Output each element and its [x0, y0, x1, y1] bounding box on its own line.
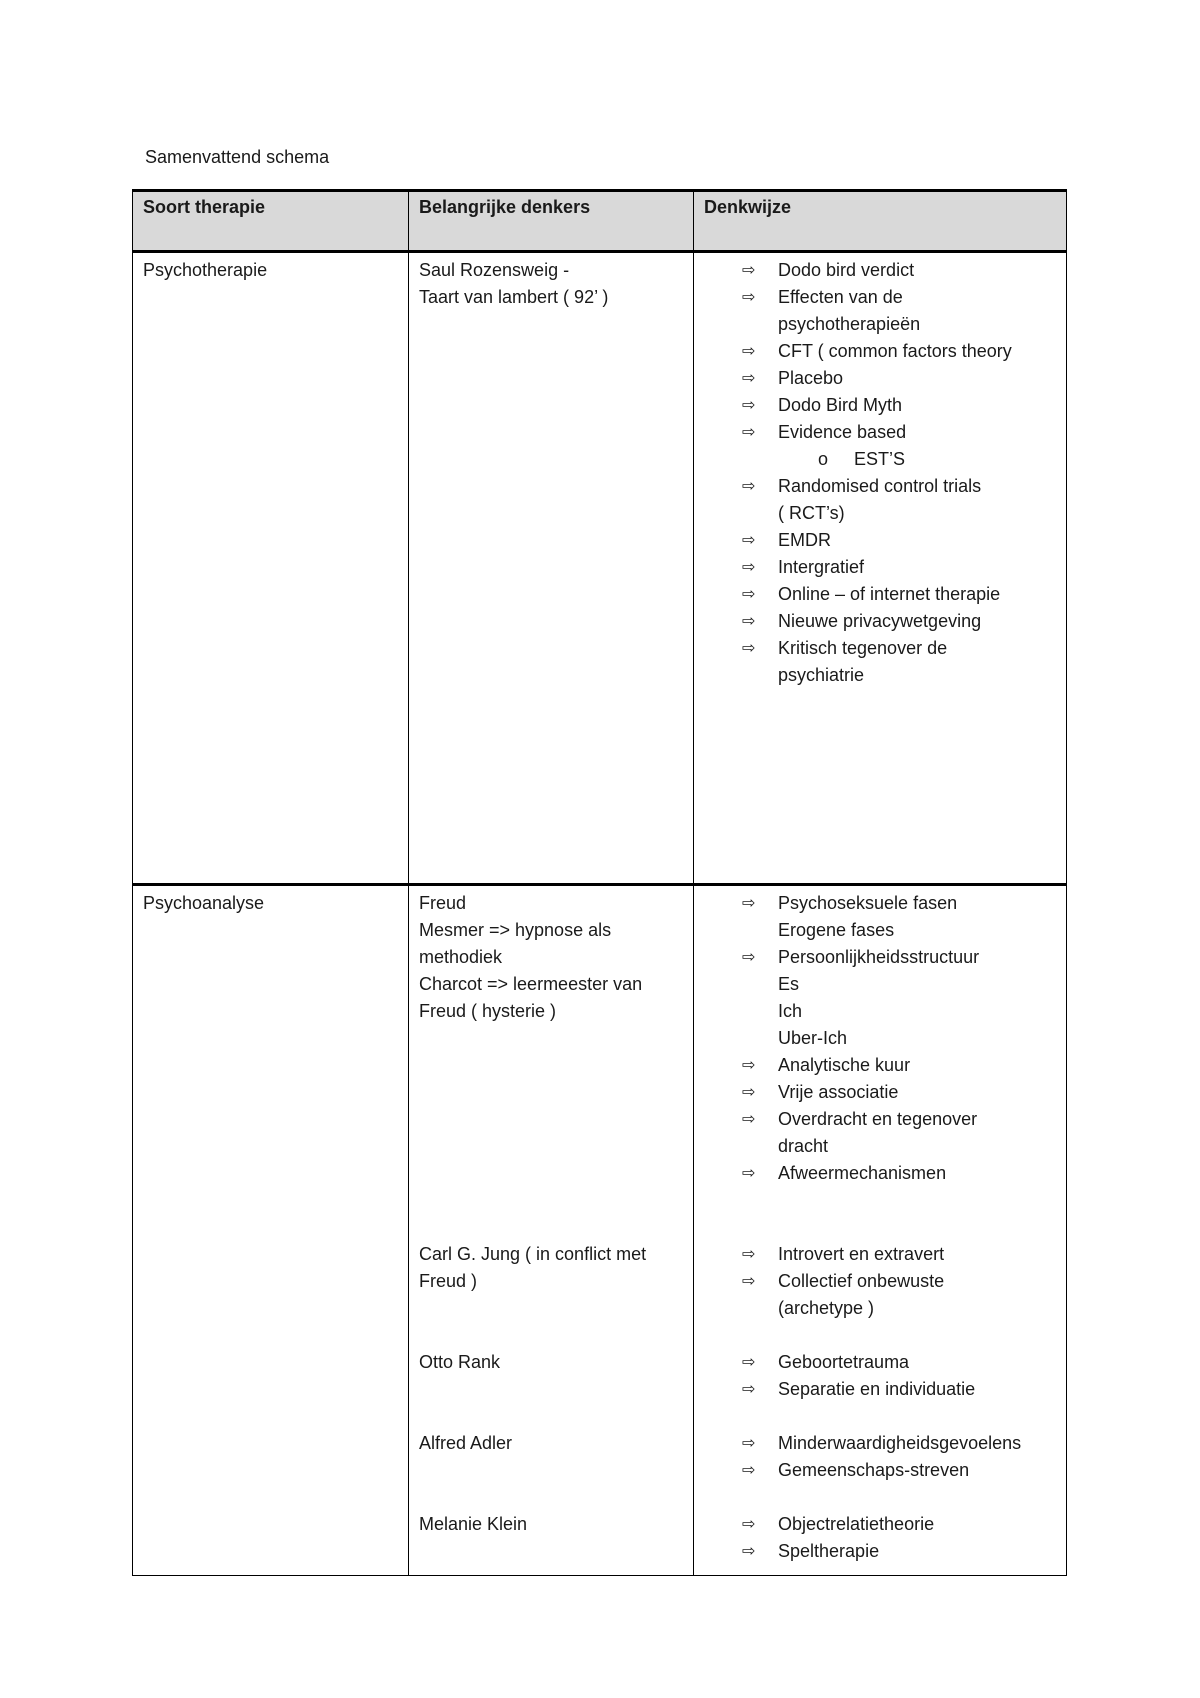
denker-group-rank: [419, 1349, 683, 1430]
denker-line: Taart van lambert ( 92’ ): [419, 287, 609, 307]
summary-table: [132, 189, 1067, 1576]
hollow-right-arrow-icon: ⇨: [742, 1435, 756, 1452]
list-item: ⇨ Psychoseksuele fasen Erogene fases: [742, 890, 1060, 944]
list-item: ⇨ Intergratief: [742, 554, 1060, 581]
hollow-right-arrow-icon: ⇨: [742, 532, 756, 549]
list-item: ⇨ Geboortetrauma: [742, 1349, 1060, 1376]
list-item: ⇨ Objectrelatietheorie: [742, 1511, 1060, 1538]
hollow-right-arrow-icon: ⇨: [742, 613, 756, 630]
soort-label: Psychotherapie: [143, 260, 268, 280]
list-item: ⇨ Effecten van de psychotherapieën: [742, 284, 1060, 338]
hollow-right-arrow-icon: ⇨: [742, 262, 756, 279]
denker-group-adler: [419, 1430, 683, 1511]
list-item: ⇨ Vrije associatie: [742, 1079, 1060, 1106]
list-item: ⇨ Nieuwe privacywetgeving: [742, 608, 1060, 635]
hollow-right-arrow-icon: ⇨: [742, 1246, 756, 1263]
list-item: ⇨ Introvert en extravert: [742, 1241, 1060, 1268]
denker-line: Freud ): [419, 1271, 478, 1291]
denker-line: methodiek: [419, 947, 503, 967]
table-header-row: [133, 191, 1067, 252]
list-item: ⇨ Randomised control trials ( RCT’s): [742, 473, 1060, 527]
cell-denkers: [409, 252, 694, 885]
denkwijze-group-adler: [742, 1430, 1060, 1511]
hollow-right-arrow-icon: ⇨: [742, 1543, 756, 1560]
list-item: ⇨ Analytische kuur: [742, 1052, 1060, 1079]
denker-line: Saul Rozensweig -: [419, 260, 570, 280]
hollow-right-arrow-icon: ⇨: [742, 1354, 756, 1371]
denker-line: Melanie Klein: [419, 1514, 528, 1534]
hollow-right-arrow-icon: ⇨: [742, 424, 756, 441]
denker-group-jung: [419, 1241, 683, 1349]
list-item: ⇨ Overdracht en tegenover dracht: [742, 1106, 1060, 1160]
denker-line: Freud: [419, 893, 467, 913]
hollow-right-arrow-icon: ⇨: [742, 640, 756, 657]
cell-denkwijze: [694, 885, 1067, 1576]
denker-group-freud: [419, 890, 683, 1241]
denkwijze-group-freud: [742, 890, 1060, 1241]
list-item: ⇨ Dodo Bird Myth: [742, 392, 1060, 419]
denker-line: Mesmer => hypnose als: [419, 920, 612, 940]
hollow-right-arrow-icon: ⇨: [742, 1273, 756, 1290]
hollow-right-arrow-icon: ⇨: [742, 895, 756, 912]
table-row-psychotherapie: [133, 252, 1067, 885]
header-denkwijze: Denkwijze: [694, 191, 1067, 252]
hollow-right-arrow-icon: ⇨: [742, 1084, 756, 1101]
hollow-right-arrow-icon: ⇨: [742, 1165, 756, 1182]
hollow-right-arrow-icon: ⇨: [742, 559, 756, 576]
cell-soort: [133, 252, 409, 885]
list-item: ⇨ Placebo: [742, 365, 1060, 392]
list-item: ⇨ Persoonlijkheidsstructuur Es Ich Uber-Ich: [742, 944, 1060, 1052]
list-item: ⇨ Evidence based: [742, 419, 1060, 446]
list-item: ⇨ CFT ( common factors theory: [742, 338, 1060, 365]
hollow-right-arrow-icon: ⇨: [742, 397, 756, 414]
denker-line: Charcot => leermeester van: [419, 974, 643, 994]
page-title: Samenvattend schema: [145, 147, 330, 167]
list-item: ⇨ Afweermechanismen: [742, 1160, 1060, 1187]
list-item: ⇨ EMDR: [742, 527, 1060, 554]
denkwijze-group-klein: [742, 1511, 1060, 1565]
hollow-right-arrow-icon: ⇨: [742, 370, 756, 387]
list-item: ⇨ Minderwaardigheidsgevoelens: [742, 1430, 1060, 1457]
hollow-right-arrow-icon: ⇨: [742, 478, 756, 495]
table-row-psychoanalyse: [133, 885, 1067, 1576]
header-soort-therapie: Soort therapie: [133, 191, 409, 252]
denker-line: Carl G. Jung ( in conflict met: [419, 1244, 647, 1264]
hollow-right-arrow-icon: ⇨: [742, 1057, 756, 1074]
header-belangrijke-denkers: Belangrijke denkers: [409, 191, 694, 252]
list-item: ⇨ Kritisch tegenover de psychiatrie: [742, 635, 1060, 689]
hollow-right-arrow-icon: ⇨: [742, 343, 756, 360]
denker-line: Otto Rank: [419, 1352, 501, 1372]
denkwijze-group-jung: [742, 1241, 1060, 1349]
list-item: ⇨ Gemeenschaps-streven: [742, 1457, 1060, 1484]
circle-bullet-icon: o: [818, 449, 829, 469]
cell-soort: [133, 885, 409, 1576]
cell-denkers: [409, 885, 694, 1576]
list-item: ⇨ Separatie en individuatie: [742, 1376, 1060, 1403]
hollow-right-arrow-icon: ⇨: [742, 1516, 756, 1533]
list-item: ⇨ Online – of internet therapie: [742, 581, 1060, 608]
denkwijze-group-rank: [742, 1349, 1060, 1430]
cell-denkwijze: [694, 252, 1067, 885]
denker-line: Freud ( hysterie ): [419, 1001, 557, 1021]
list-item: ⇨ Collectief onbewuste (archetype ): [742, 1268, 1060, 1322]
hollow-right-arrow-icon: ⇨: [742, 289, 756, 306]
list-item: ⇨ Dodo bird verdict: [742, 257, 1060, 284]
hollow-right-arrow-icon: ⇨: [742, 586, 756, 603]
hollow-right-arrow-icon: ⇨: [742, 1111, 756, 1128]
list-item: ⇨ Speltherapie: [742, 1538, 1060, 1565]
denker-group-klein: [419, 1511, 683, 1538]
sub-list-item: o EST’S: [742, 446, 1060, 473]
soort-label: Psychoanalyse: [143, 893, 265, 913]
hollow-right-arrow-icon: ⇨: [742, 1381, 756, 1398]
hollow-right-arrow-icon: ⇨: [742, 949, 756, 966]
hollow-right-arrow-icon: ⇨: [742, 1462, 756, 1479]
denker-line: Alfred Adler: [419, 1433, 513, 1453]
